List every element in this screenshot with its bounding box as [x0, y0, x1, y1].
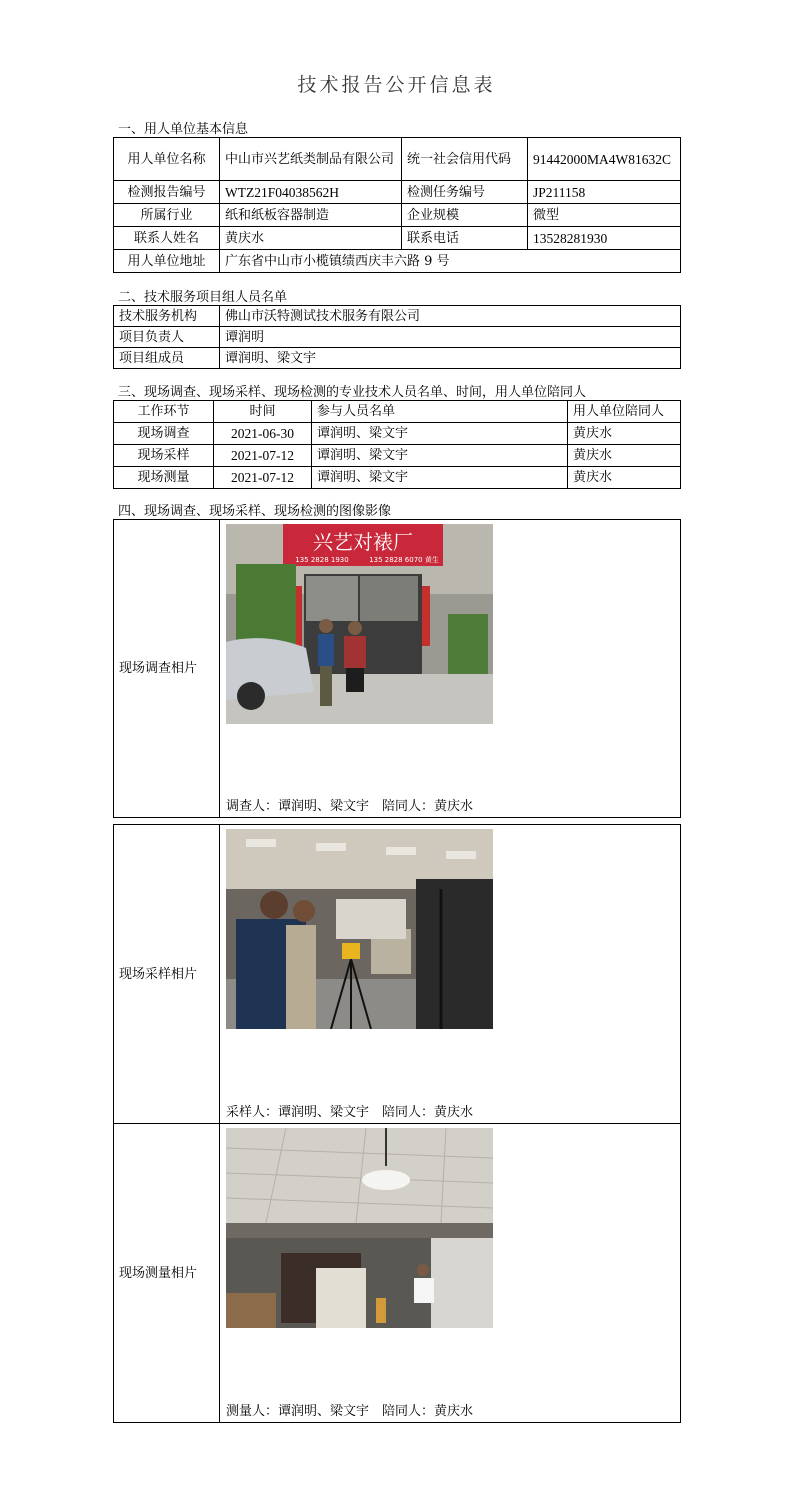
photo-cell — [220, 825, 681, 1124]
shop-sign-text: 兴艺对裱厂 — [313, 530, 413, 554]
table-header-row — [114, 401, 681, 423]
table-row — [114, 227, 681, 250]
field-label: 检测任务编号 — [402, 181, 528, 204]
photo-label: 现场采样相片 — [114, 825, 220, 1124]
column-header: 参与人员名单 — [312, 401, 568, 423]
field-label: 企业规模 — [402, 204, 528, 227]
section3-table — [113, 400, 681, 489]
survey-photo — [226, 524, 493, 724]
photo-caption: 测量人：谭润明、梁文宇 陪同人：黄庆水 — [226, 1404, 474, 1419]
photo-label: 现场测量相片 — [114, 1124, 220, 1423]
measurement-photo — [226, 1128, 493, 1328]
table-row — [114, 181, 681, 204]
table-cell: 2021-07-12 — [214, 467, 312, 489]
photo-cell — [220, 520, 681, 818]
field-label: 用人单位地址 — [114, 250, 220, 273]
field-value: JP211158 — [528, 181, 681, 204]
page-title: 技术报告公开信息表 — [297, 74, 496, 96]
table-row — [114, 327, 681, 348]
section3-heading: 三、现场调查、现场采样、现场检测的专业技术人员名单、时间，用人单位陪同人 — [118, 385, 587, 400]
field-label: 项目组成员 — [114, 348, 220, 369]
field-value: 13528281930 — [528, 227, 681, 250]
table-row — [114, 306, 681, 327]
column-header: 用人单位陪同人 — [568, 401, 681, 423]
photo-caption: 调查人：谭润明、梁文宇 陪同人：黄庆水 — [226, 799, 474, 814]
table-cell: 黄庆水 — [568, 423, 681, 445]
field-value: 中山市兴艺纸类制品有限公司 — [220, 138, 402, 181]
table-cell: 黄庆水 — [568, 445, 681, 467]
section1-heading: 一、用人单位基本信息 — [118, 122, 249, 137]
sampling-photo — [226, 829, 493, 1029]
field-value: 谭润明、梁文宇 — [220, 348, 681, 369]
photo-caption: 采样人：谭润明、梁文宇 陪同人：黄庆水 — [226, 1105, 474, 1120]
svg-text:135 2828 1930: 135 2828 1930 — [295, 556, 349, 564]
table-cell: 谭润明、梁文宇 — [312, 423, 568, 445]
field-value: WTZ21F04038562H — [220, 181, 402, 204]
photo-cell — [220, 1124, 681, 1423]
field-value: 黄庆水 — [220, 227, 402, 250]
table-cell: 现场测量 — [114, 467, 214, 489]
table-cell: 2021-06-30 — [214, 423, 312, 445]
table-cell: 2021-07-12 — [214, 445, 312, 467]
field-value: 微型 — [528, 204, 681, 227]
photo-table-survey — [113, 519, 681, 818]
field-value: 91442000MA4W81632C — [528, 138, 681, 181]
table-row — [114, 348, 681, 369]
column-header: 工作环节 — [114, 401, 214, 423]
field-label: 所属行业 — [114, 204, 220, 227]
section2-table — [113, 305, 681, 369]
photo-label: 现场调查相片 — [114, 520, 220, 818]
svg-text:135 2828 6070 黄生: 135 2828 6070 黄生 — [369, 556, 439, 564]
table-cell: 现场采样 — [114, 445, 214, 467]
section1-table — [113, 137, 681, 273]
field-value: 佛山市沃特测试技术服务有限公司 — [220, 306, 681, 327]
field-label: 检测报告编号 — [114, 181, 220, 204]
field-value: 纸和纸板容器制造 — [220, 204, 402, 227]
field-value: 谭润明 — [220, 327, 681, 348]
table-row — [114, 467, 681, 489]
table-row — [114, 825, 681, 1124]
column-header: 时间 — [214, 401, 312, 423]
field-label: 用人单位名称 — [114, 138, 220, 181]
field-value: 广东省中山市小榄镇绩西庆丰六路 9 号 — [220, 250, 681, 273]
photo-table-sampling-measurement — [113, 824, 681, 1423]
field-label: 联系人姓名 — [114, 227, 220, 250]
field-label: 联系电话 — [402, 227, 528, 250]
table-row — [114, 250, 681, 273]
table-row — [114, 1124, 681, 1423]
table-cell: 谭润明、梁文宇 — [312, 445, 568, 467]
table-row — [114, 204, 681, 227]
table-row — [114, 520, 681, 818]
table-cell: 谭润明、梁文宇 — [312, 467, 568, 489]
table-cell: 黄庆水 — [568, 467, 681, 489]
table-row — [114, 423, 681, 445]
table-row — [114, 445, 681, 467]
section4-heading: 四、现场调查、现场采样、现场检测的图像影像 — [118, 504, 392, 519]
field-label: 项目负责人 — [114, 327, 220, 348]
field-label: 统一社会信用代码 — [402, 138, 528, 181]
table-cell: 现场调查 — [114, 423, 214, 445]
section2-heading: 二、技术服务项目组人员名单 — [118, 290, 288, 305]
table-row — [114, 138, 681, 181]
field-label: 技术服务机构 — [114, 306, 220, 327]
